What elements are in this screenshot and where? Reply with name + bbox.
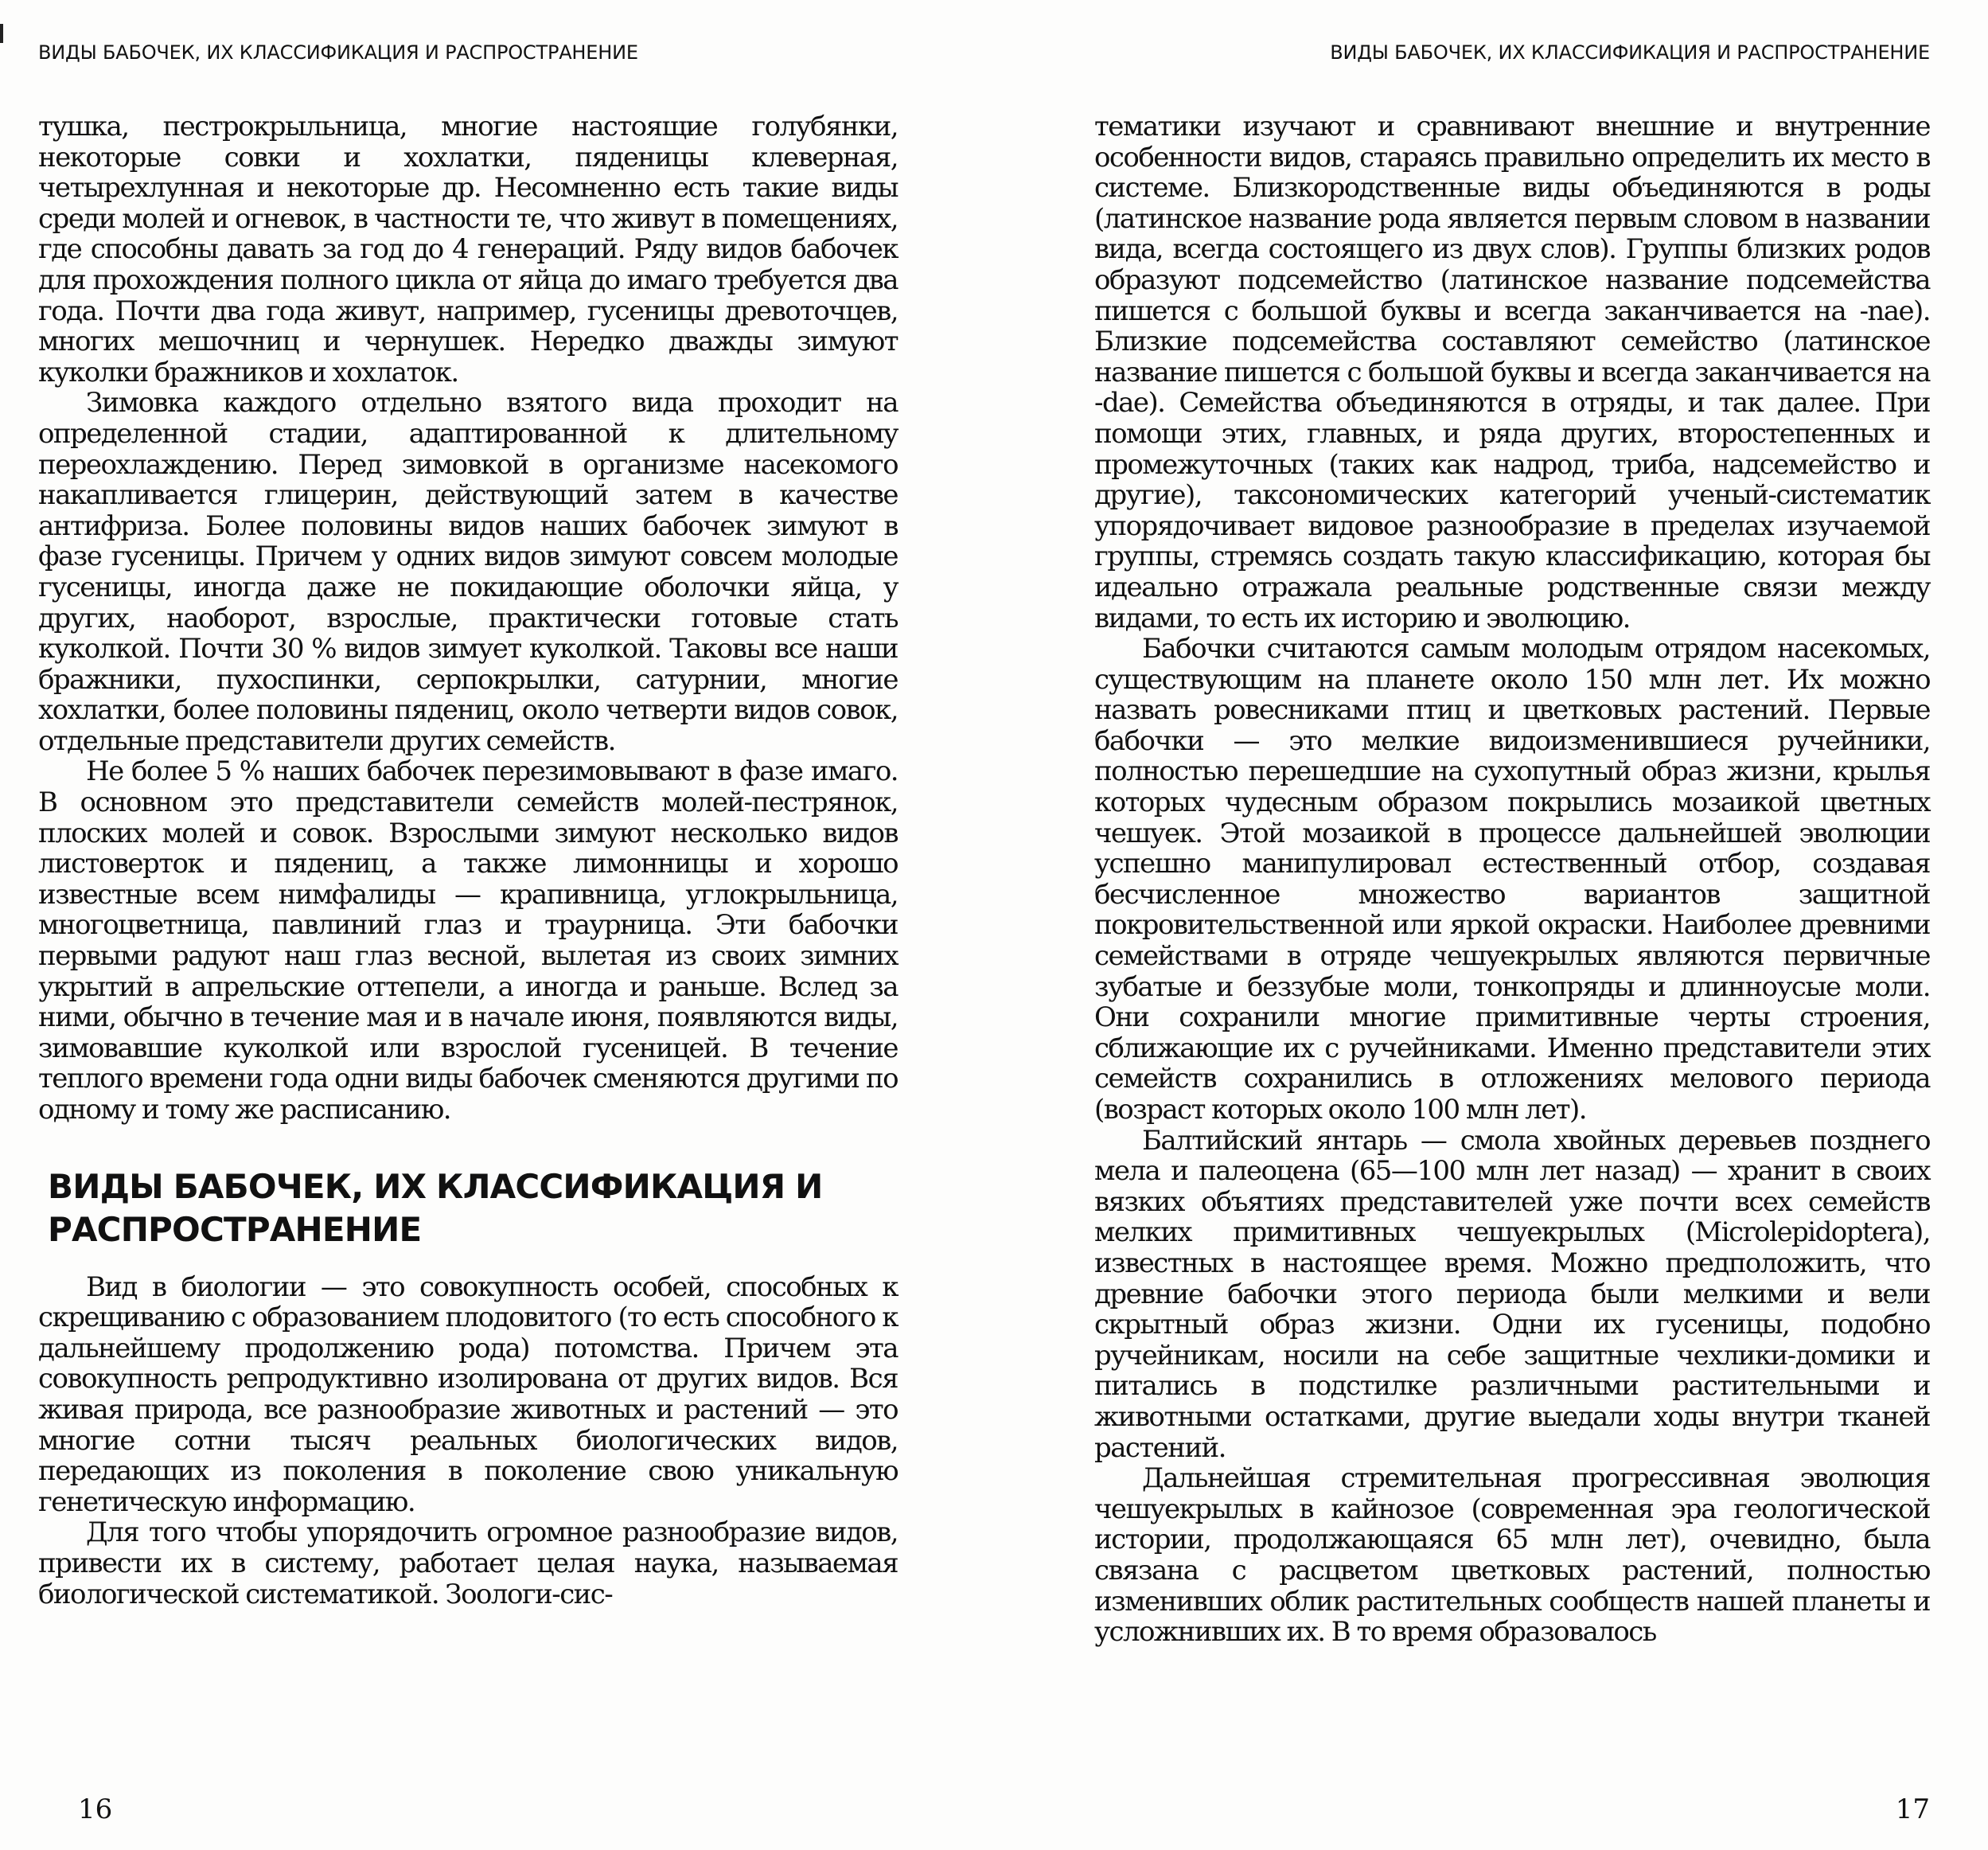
left-page [38, 0, 898, 1850]
running-head-left: ВИДЫ БАБОЧЕК, ИХ КЛАССИФИКАЦИЯ И РАСПРОСТРАНЕНИЕ [38, 41, 638, 64]
paragraph: Дальнейшая стремительная прогрессивная эволюция чешуекрылых в кайнозое (современная эра геологической истории, продолжающаяся 65 млн лет), очевидно, была связана с расцветом цветковых растений, полностью изменивших облик растительных сообществ нашей планеты и усложнивших их. В то время образовалось [1094, 1462, 1930, 1649]
scan-edge-mark [0, 24, 3, 43]
paragraph: Балтийский янтарь — смола хвойных деревьев позднего мела и палеоцена (65—100 млн лет назад) — хранит в своих вязких объятиях представителей уже почти всех семейств мелких примитивных чешуекрылых (Microlepidoptera), известных в настоящее время. Можно предположить, что древние бабочки этого периода были мелкими и вели скрытный образ жизни. Одни их гусеницы, подобно ручейникам, носили на себе защитные чехлики-домики и питались в подстилке различными растительными и животными остатками, другие выедали ходы внутри тканей растений. [1094, 1124, 1930, 1464]
running-head-right: ВИДЫ БАБОЧЕК, ИХ КЛАССИФИКАЦИЯ И РАСПРОСТРАНЕНИЕ [1330, 41, 1930, 64]
paragraph: тематики изучают и сравнивают внешние и внутренние особенности видов, стараясь правильно определить их место в системе. Близкородственные виды объединяются в роды (латинское название рода является первым словом в названии вида, всегда состоящего из двух слов). Группы близких родов образуют подсемейство (латинское название подсемейства пишется с большой буквы и всегда заканчивается на -nae). Близкие подсемейства составляют семейство (латинское название пишется с большой буквы и всегда заканчивается на -dae). Семейства объединяются в отряды, и так далее. При помощи этих, главных, и ряда других, второстепенных и промежуточных (таких как надрод, триба, надсемейство и другие), таксономических категорий ученый-систематик упорядочивает видовое разнообразие в пределах изучаемой группы, стремясь создать такую классификацию, которая бы идеально отражала реальные родственные связи между видами, то есть их историю и эволюцию. [1094, 111, 1930, 634]
paragraph: Не более 5 % наших бабочек перезимовывают в фазе имаго. В основном это представители семейств молей-пестрянок, плоских молей и совок. Взрослыми зимуют несколько видов листоверток и пядениц, а также лимонницы и хорошо известные всем нимфалиды — крапивница, углокрыльница, многоцветница, павлиний глаз и траурница. Эти бабочки первыми радуют наш глаз весной, вылетая из своих зимних укрытий в апрельские оттепели, а иногда и раньше. Вслед за ними, обычно в течение мая и в начале июня, появляются виды, зимовавшие куколкой или взрослой гусеницей. В течение теплого времени года одни виды бабочек сменяются другими по одному и тому же расписанию. [38, 755, 898, 1126]
left-page-body [38, 111, 898, 1610]
page-number-right: 17 [1895, 1793, 1930, 1825]
paragraph: Бабочки считаются самым молодым отрядом насекомых, существующим на планете около 150 млн лет. Их можно назвать ровесниками птиц и цветковых растений. Первые бабочки — это мелкие видоизменившиеся ручейники, полностью перешедшие на сухопутный образ жизни, крылья которых чудесным образом покрылись мозаикой цветных чешуек. Этой мозаикой в процессе дальнейшей эволюции успешно манипулировал естественный отбор, создавая бесчисленное множество вариантов защитной покровительственной или яркой окраски. Наиболее древними семействами в отряде чешуекрылых являются первичные зубатые и беззубые моли, тонкопряды и длинноусые моли. Они сохранили многие примитивные черты строения, сближающие их с ручейниками. Именно представители этих семейств сохранились в отложениях мелового периода (возраст которых около 100 млн лет). [1094, 633, 1930, 1126]
paragraph: Для того чтобы упорядочить огромное разнообразие видов, привести их в систему, работает целая наука, называемая биологической систематикой. Зоологи-сис- [38, 1516, 898, 1610]
section-heading: ВИДЫ БАБОЧЕК, ИХ КЛАССИФИКАЦИЯ И РАСПРОСТРАНЕНИЕ [48, 1166, 823, 1249]
paragraph: Вид в биологии — это совокупность особей, способных к скрещиванию с образованием плодовитого (то есть способного к дальнейшему продолжению рода) потомства. Причем эта совокупность репродуктивно изолирована от других видов. Вся живая природа, все разнообразие животных и растений — это многие сотни тысяч реальных биологических видов, передающих из поколения в поколение свою уникальную генетическую информацию. [38, 1270, 898, 1518]
page-number-left: 16 [78, 1793, 113, 1825]
paragraph: тушка, пестрокрыльница, многие настоящие голубянки, некоторые совки и хохлатки, пяденицы клеверная, четырехлунная и некоторые др. Несомненно есть такие виды среди молей и огневок, в частности те, что живут в помещениях, где способны давать за год до 4 генераций. Ряду видов бабочек для прохождения полного цикла от яйца до имаго требуется два года. Почти два года живут, например, гусеницы древоточцев, многих мешочниц и чернушек. Нередко дважды зимуют куколки бражников и хохлаток. [38, 111, 898, 388]
right-page-body [1094, 111, 1930, 1648]
paragraph: Зимовка каждого отдельно взятого вида проходит на определенной стадии, адаптированной к длительному переохлаждению. Перед зимовкой в организме насекомого накапливается глицерин, действующий затем в качестве антифриза. Более половины видов наших бабочек зимуют в фазе гусеницы. Причем у одних видов зимуют совсем молодые гусеницы, иногда даже не покидающие оболочки яйца, у других, наоборот, взрослые, практически готовые стать куколкой. Почти 30 % видов зимует куколкой. Таковы все наши бражники, пухоспинки, серпокрылки, сатурнии, многие хохлатки, более половины пядениц, около четверти видов совок, отдельные представители других семейств. [38, 387, 898, 757]
right-page [1094, 0, 1930, 1850]
